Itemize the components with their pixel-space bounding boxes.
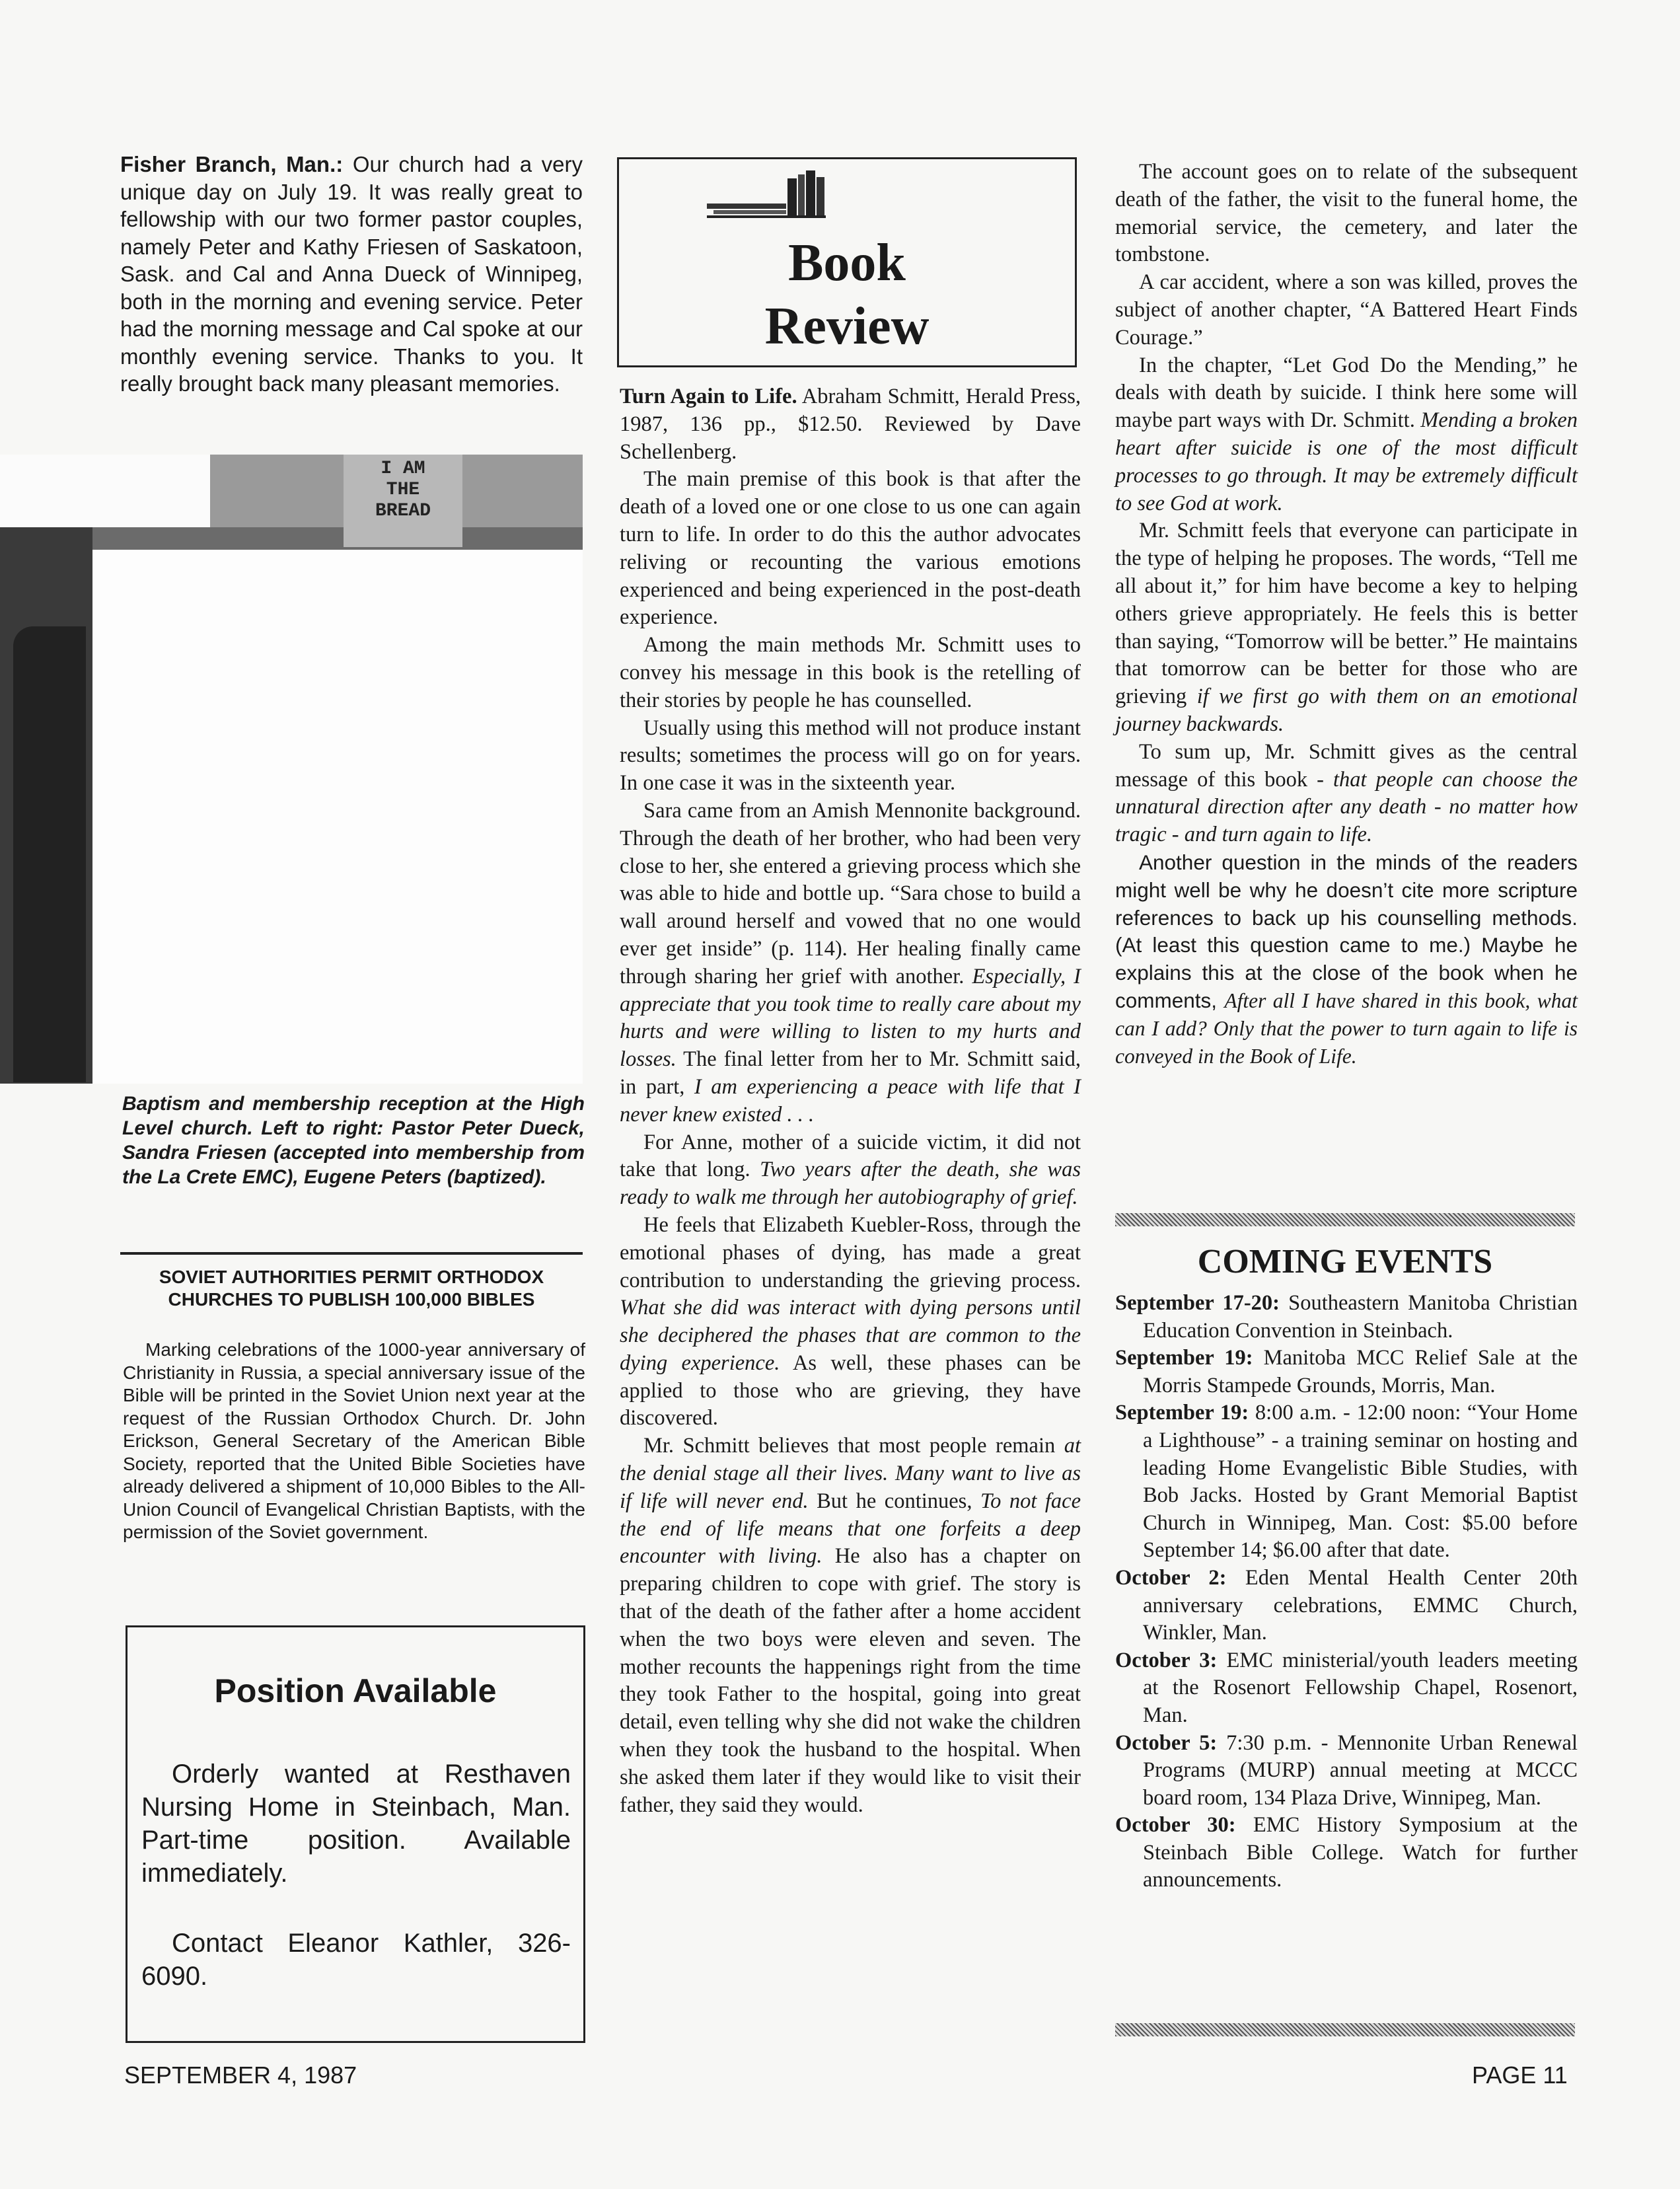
event-item xyxy=(1115,1290,1578,1345)
event-date: September 19: xyxy=(1115,1346,1253,1370)
divider-hatch-top xyxy=(1115,1213,1575,1226)
baptism-photo xyxy=(0,455,583,1084)
divider-hatch-bottom xyxy=(1115,2023,1575,2036)
event-item xyxy=(1115,1730,1578,1812)
event-item xyxy=(1115,1647,1578,1730)
event-text: Manitoba MCC Relief Sale at the Morris Stampede Grounds, Morris, Man. xyxy=(1143,1346,1578,1397)
event-date: October 5: xyxy=(1115,1730,1218,1755)
book-review-continued: The account goes on to relate of the subsequent death of the father, the visit to the funeral home, the memorial service, the cemetery, and later the tombstone. A car accident, where a son was killed, proves the subject of another chapter, “A Battered Heart Finds Courage.” In the chapter, “Let God Do the Mending,” he deals with death by suicide. I think here some will maybe part ways with Dr. Schmitt. Mending a broken heart after suicide is one of the most difficult processes to go through. It may be extremely difficult to see God at work. Mr. Schmitt feels that everyone can participate in the type of helping he proposes. The words, “Tell me all about it,” for him have become a key to helping others grieve appropriately. He feels this is better than saying, “Tomorrow will be better.” He maintains that tomorrow can be better for those who are grieving if we first go with them on an emotional journey backwards. To sum up, Mr. Schmitt gives as the central message of this book - that people can choose the unnatural direction after any death - no matter how tragic - and turn again to life. Another question in the minds of the readers might well be why he doesn’t cite more scripture references to back up his counselling methods. (At least this question came to me.) Maybe he explains this at the close of the book when he comments, After all I have shared in this book, what can I add? Only that the power to turn again to life is conveyed in the Book of Life. xyxy=(1115,160,1578,1068)
event-text: 7:30 p.m. - Mennonite Urban Renewal Programs (MURP) annual meeting at MCCC board room, 134 Plaza Drive, Winnipeg, Man. xyxy=(1143,1730,1578,1810)
event-text: 8:00 a.m. - 12:00 noon: “Your Home a Lighthouse” - a training seminar on hosting and leading Home Evangelistic Bible Studies, with Bob Jacks. Hosted by Grant Memorial Baptist Church in Winnipeg, Man. Cost: $5.00 before September 14; $6.00 after that date. xyxy=(1143,1401,1578,1563)
event-text: EMC History Symposium at the Steinbach Bible College. Watch for further announcements. xyxy=(1143,1813,1578,1892)
soviet-article-body: Marking celebrations of the 1000-year anniversary of Christianity in Russia, a special anniversary issue of the Bible will be printed in the Soviet Union next year at the request of the Russian Orthodox Church. Dr. John Erickson, General Secretary of the American Bible Society, reported that the United Bible Societies have already delivered a shipment of 10,000 Bibles to the All-Union Council of Evangelical Christian Baptists, with the permission of the Soviet government. xyxy=(123,1339,585,1542)
books-icon xyxy=(707,165,839,225)
photo-caption: Baptism and membership reception at the High Level church. Left to right: Pastor Peter Dueck, Sandra Friesen (accepted into membership from the La Crete EMC), Eugene Peters (baptized). xyxy=(122,1093,585,1188)
event-date: September 17-20: xyxy=(1115,1291,1280,1315)
coming-events-list xyxy=(1115,1290,1578,1894)
news-lead: Fisher Branch, Man.: xyxy=(120,152,344,176)
event-date: October 3: xyxy=(1115,1648,1218,1672)
event-text: EMC ministerial/youth leaders meeting at the Rosenort Fellowship Chapel, Rosenort, Man. xyxy=(1143,1648,1578,1727)
photo-sign: I AM THE BREAD xyxy=(344,455,462,547)
book-review-title: Book Review xyxy=(764,234,930,355)
footer-page-number: PAGE 11 xyxy=(1472,2061,1568,2089)
book-title: Turn Again to Life. xyxy=(620,385,797,408)
ad-body: Orderly wanted at Resthaven Nursing Home in Steinbach, Man. Part-time position. Available immediately. xyxy=(141,1760,571,1888)
news-body: Our church had a very unique day on July 19. It was really great to fellowship with our two former pastor couples, namely Peter and Kathy Friesen of Saskatoon, Sask. and Cal and Anna Dueck of Winnipeg, both in the morning and evening service. Peter had the morning message and Cal spoke at our monthly evening service. Thanks to you. It really brought back many pleasant memories. xyxy=(120,152,583,396)
event-item xyxy=(1115,1565,1578,1647)
book-review-body: Turn Again to Life. Abraham Schmitt, Herald Press, 1987, 136 pp., $12.50. Reviewed by Dave Schellenberg. The main premise of this book is that after the death of a loved one or one close to us one can again turn to life. In order to do this the author advocates reliving or recounting the various emotions experienced and being experienced in the post-death experience. Among the main methods Mr. Schmitt uses to convey his message in this book is the retelling of their stories by people he has counselled. Usually using this method will not produce instant results; sometimes the process will go on for years. In one case it was in the sixteenth year. Sara came from an Amish Mennonite background. Through the death of her brother, who had been very close to her, she entered a grieving process which she was able to hide and bottle up. “Sara chose to build a wall around herself and vowed that no one would ever get inside” (p. 114). Her healing finally came through sharing her grief with another. Especially, I appreciate that you took time to really care about my hurts and were willing to listen to my hurts and losses. The final letter from her to Mr. Schmitt said, in part, I am experiencing a peace with life that I never knew existed . . . For Anne, mother of a suicide victim, it did not take that long. Two years after the death, she was ready to walk me through her autobiography of grief. He feels that Elizabeth Kuebler-Ross, through the emotional phases of dying, has made a great contribution to understanding the grieving process. What she did was interact with dying persons until she deciphered the phases that are common to the dying experience. As well, these phases can be applied to those who are grieving, they have discovered. Mr. Schmitt believes that most people remain at the denial stage all their lives. Many want to live as if life will never end. But he continues, To not face the end of life means that one forfeits a deep encounter with living. He also has a chapter on preparing children to cope with grief. The story is that of the death of the father after a home accident when the two boys were eleven and seven. The mother recounts the happenings right from the time they took Father to the hospital, going into great detail, even telling why she did not wake the children when they took the husband to the hospital. When she asked them later if they would like to visit their father, they said they would. xyxy=(620,385,1081,1817)
event-date: October 2: xyxy=(1115,1565,1227,1590)
event-item xyxy=(1115,1345,1578,1399)
church-news-fisher-branch xyxy=(120,151,583,398)
event-text: Eden Mental Health Center 20th anniversary celebrations, EMMC Church, Winkler, Man. xyxy=(1143,1565,1578,1645)
event-item xyxy=(1115,1399,1578,1565)
ad-contact: Contact Eleanor Kathler, 326-6090. xyxy=(141,1929,571,1991)
event-date: October 30: xyxy=(1115,1813,1236,1837)
event-date: September 19: xyxy=(1115,1401,1249,1425)
event-text: Southeastern Manitoba Christian Education Convention in Steinbach. xyxy=(1143,1291,1578,1343)
event-item xyxy=(1115,1812,1578,1894)
ad-title: Position Available xyxy=(214,1672,497,1709)
soviet-headline: SOVIET AUTHORITIES PERMIT ORTHODOX CHURCHES TO PUBLISH 100,000 BIBLES xyxy=(159,1267,544,1310)
coming-events-title: COMING EVENTS xyxy=(1197,1243,1493,1280)
divider xyxy=(120,1252,583,1255)
footer-date: SEPTEMBER 4, 1987 xyxy=(124,2061,357,2089)
